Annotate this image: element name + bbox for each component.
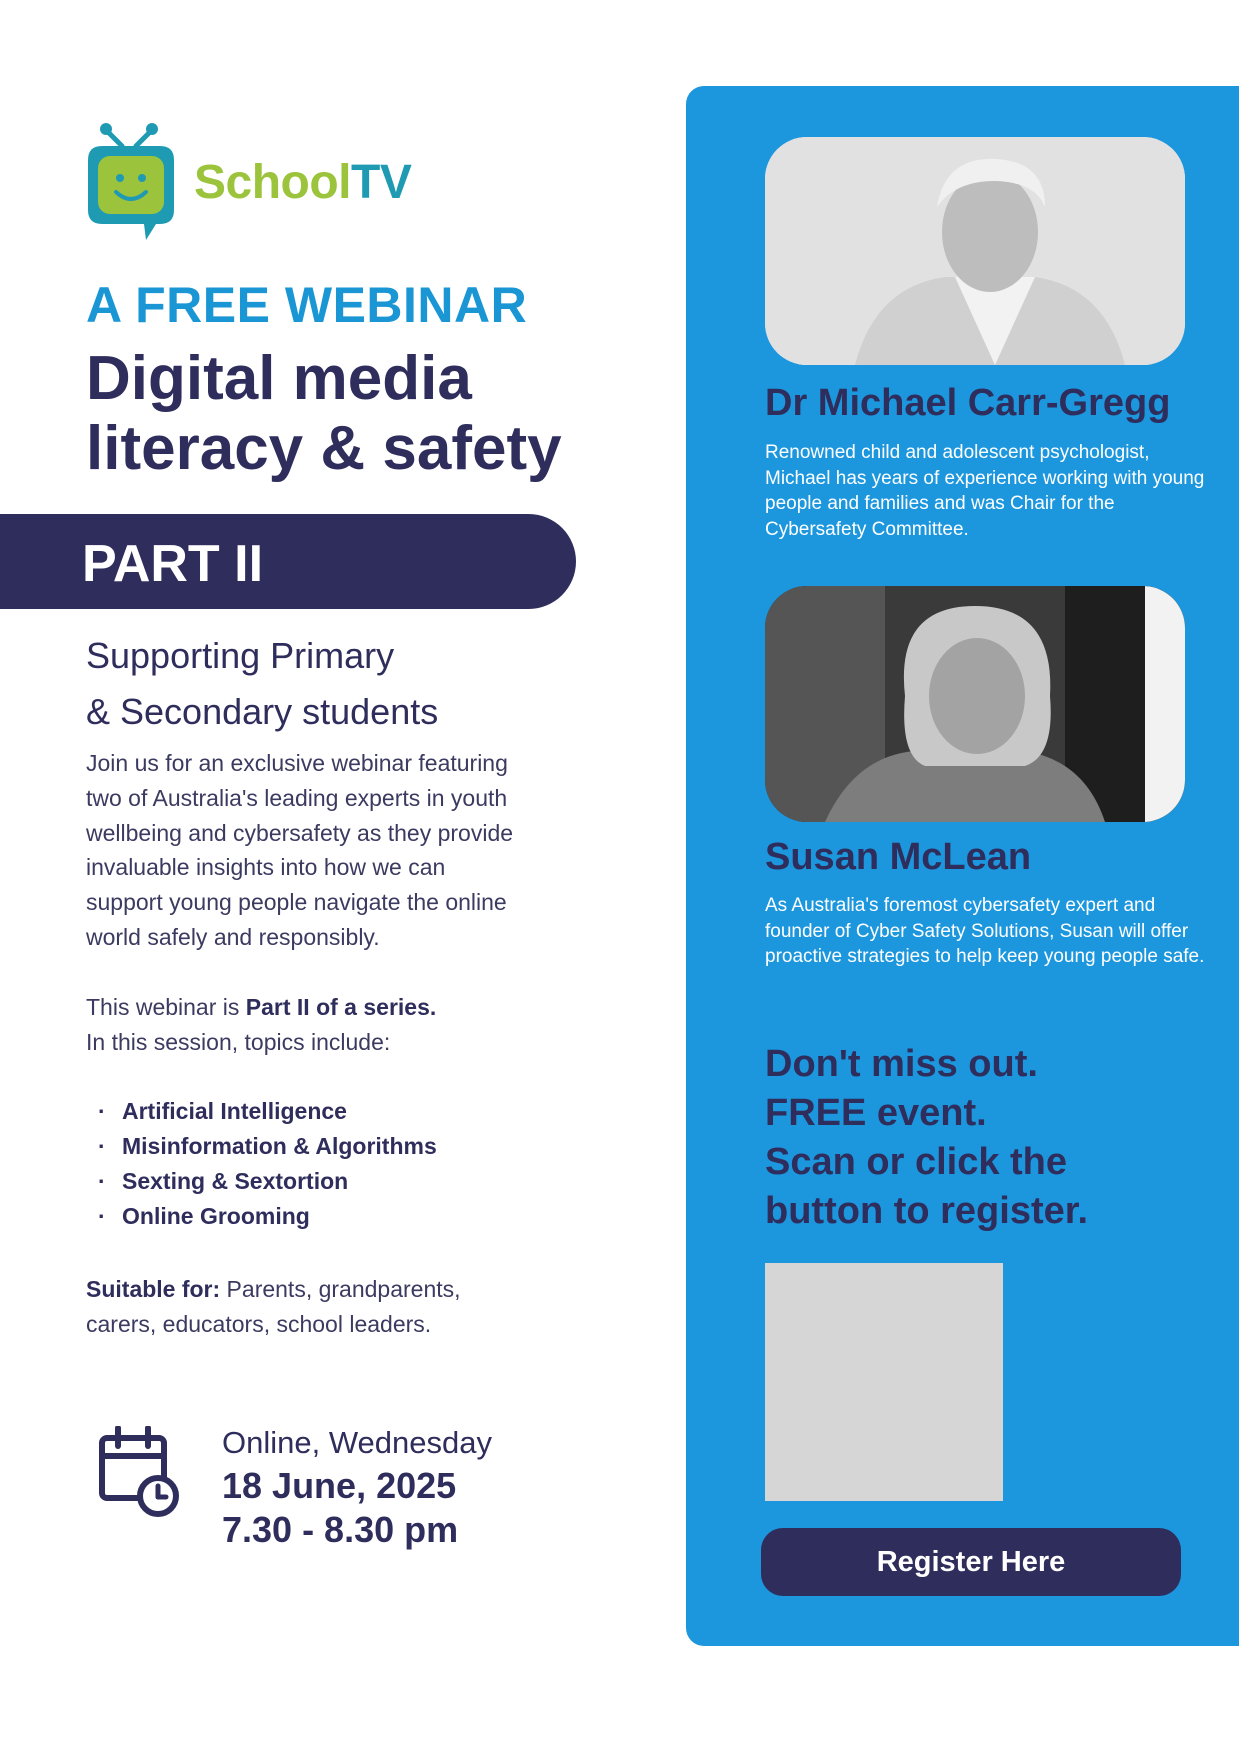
qr-code-placeholder[interactable] bbox=[765, 1263, 1003, 1501]
part-label: PART II bbox=[82, 535, 264, 593]
series-bold: Part II of a series. bbox=[245, 994, 437, 1020]
series-line-2: In this session, topics include: bbox=[86, 1028, 391, 1055]
part-banner bbox=[0, 514, 576, 609]
title-line-1: Digital media bbox=[86, 344, 472, 413]
speaker-bio: Renowned child and adolescent psychologist, Michael has years of experience working with young people and families and was Chair for the Cybersafety Committee. bbox=[765, 442, 1205, 541]
page-title bbox=[86, 344, 562, 484]
cta-text bbox=[765, 1040, 1205, 1236]
list-item: · Artificial Intelligence bbox=[94, 1094, 437, 1129]
tv-mascot-icon bbox=[78, 110, 188, 240]
cta-line-4: button to register. bbox=[765, 1190, 1088, 1232]
topics-list bbox=[94, 1094, 437, 1234]
title-line-2: literacy & safety bbox=[86, 414, 562, 483]
series-prefix: This webinar is bbox=[86, 994, 246, 1020]
event-location-day: Online, Wednesday bbox=[222, 1425, 492, 1460]
register-button[interactable]: Register Here bbox=[761, 1528, 1181, 1596]
logo-wordmark: SchoolTV bbox=[194, 156, 412, 209]
list-item: · Sexting & Sextortion bbox=[94, 1164, 437, 1199]
speaker-photo-susan bbox=[765, 586, 1185, 822]
event-details bbox=[222, 1422, 492, 1552]
suitable-for bbox=[86, 1272, 506, 1342]
portrait-image bbox=[765, 137, 1185, 365]
speaker-name: Susan McLean bbox=[765, 836, 1032, 878]
portrait-image bbox=[765, 586, 1185, 822]
cta-line-2: FREE event. bbox=[765, 1092, 987, 1134]
list-item: · Online Grooming bbox=[94, 1199, 437, 1234]
subtitle bbox=[86, 628, 438, 740]
speaker-name: Dr Michael Carr-Gregg bbox=[765, 382, 1171, 424]
calendar-clock-icon bbox=[98, 1426, 180, 1518]
series-paragraph bbox=[86, 990, 526, 1060]
event-date: 18 June, 2025 bbox=[222, 1465, 457, 1506]
subtitle-line-1: Supporting Primary bbox=[86, 635, 395, 676]
webinar-kicker: A FREE WEBINAR bbox=[86, 277, 528, 333]
cta-line-1: Don't miss out. bbox=[765, 1043, 1038, 1085]
suitable-text: Parents, grandparents, carers, educators, school leaders. bbox=[86, 1276, 461, 1337]
subtitle-line-2: & Secondary students bbox=[86, 691, 439, 732]
speaker-bio: As Australia's foremost cybersafety expert and founder of Cyber Safety Solutions, Susan will offer proactive strategies to help keep young people safe. bbox=[765, 895, 1205, 968]
cta-line-3: Scan or click the bbox=[765, 1141, 1068, 1183]
list-item: · Misinformation & Algorithms bbox=[94, 1129, 437, 1164]
intro-paragraph: Join us for an exclusive webinar featuring two of Australia's leading experts in youth wellbeing and cybersafety as they provide invaluable insights into how we can support young people navigate the online world safely and responsibly. bbox=[86, 750, 514, 950]
event-time: 7.30 - 8.30 pm bbox=[222, 1509, 459, 1550]
suitable-label: Suitable for: bbox=[86, 1276, 221, 1302]
schooltv-logo bbox=[78, 110, 438, 250]
speaker-photo-michael bbox=[765, 137, 1185, 365]
